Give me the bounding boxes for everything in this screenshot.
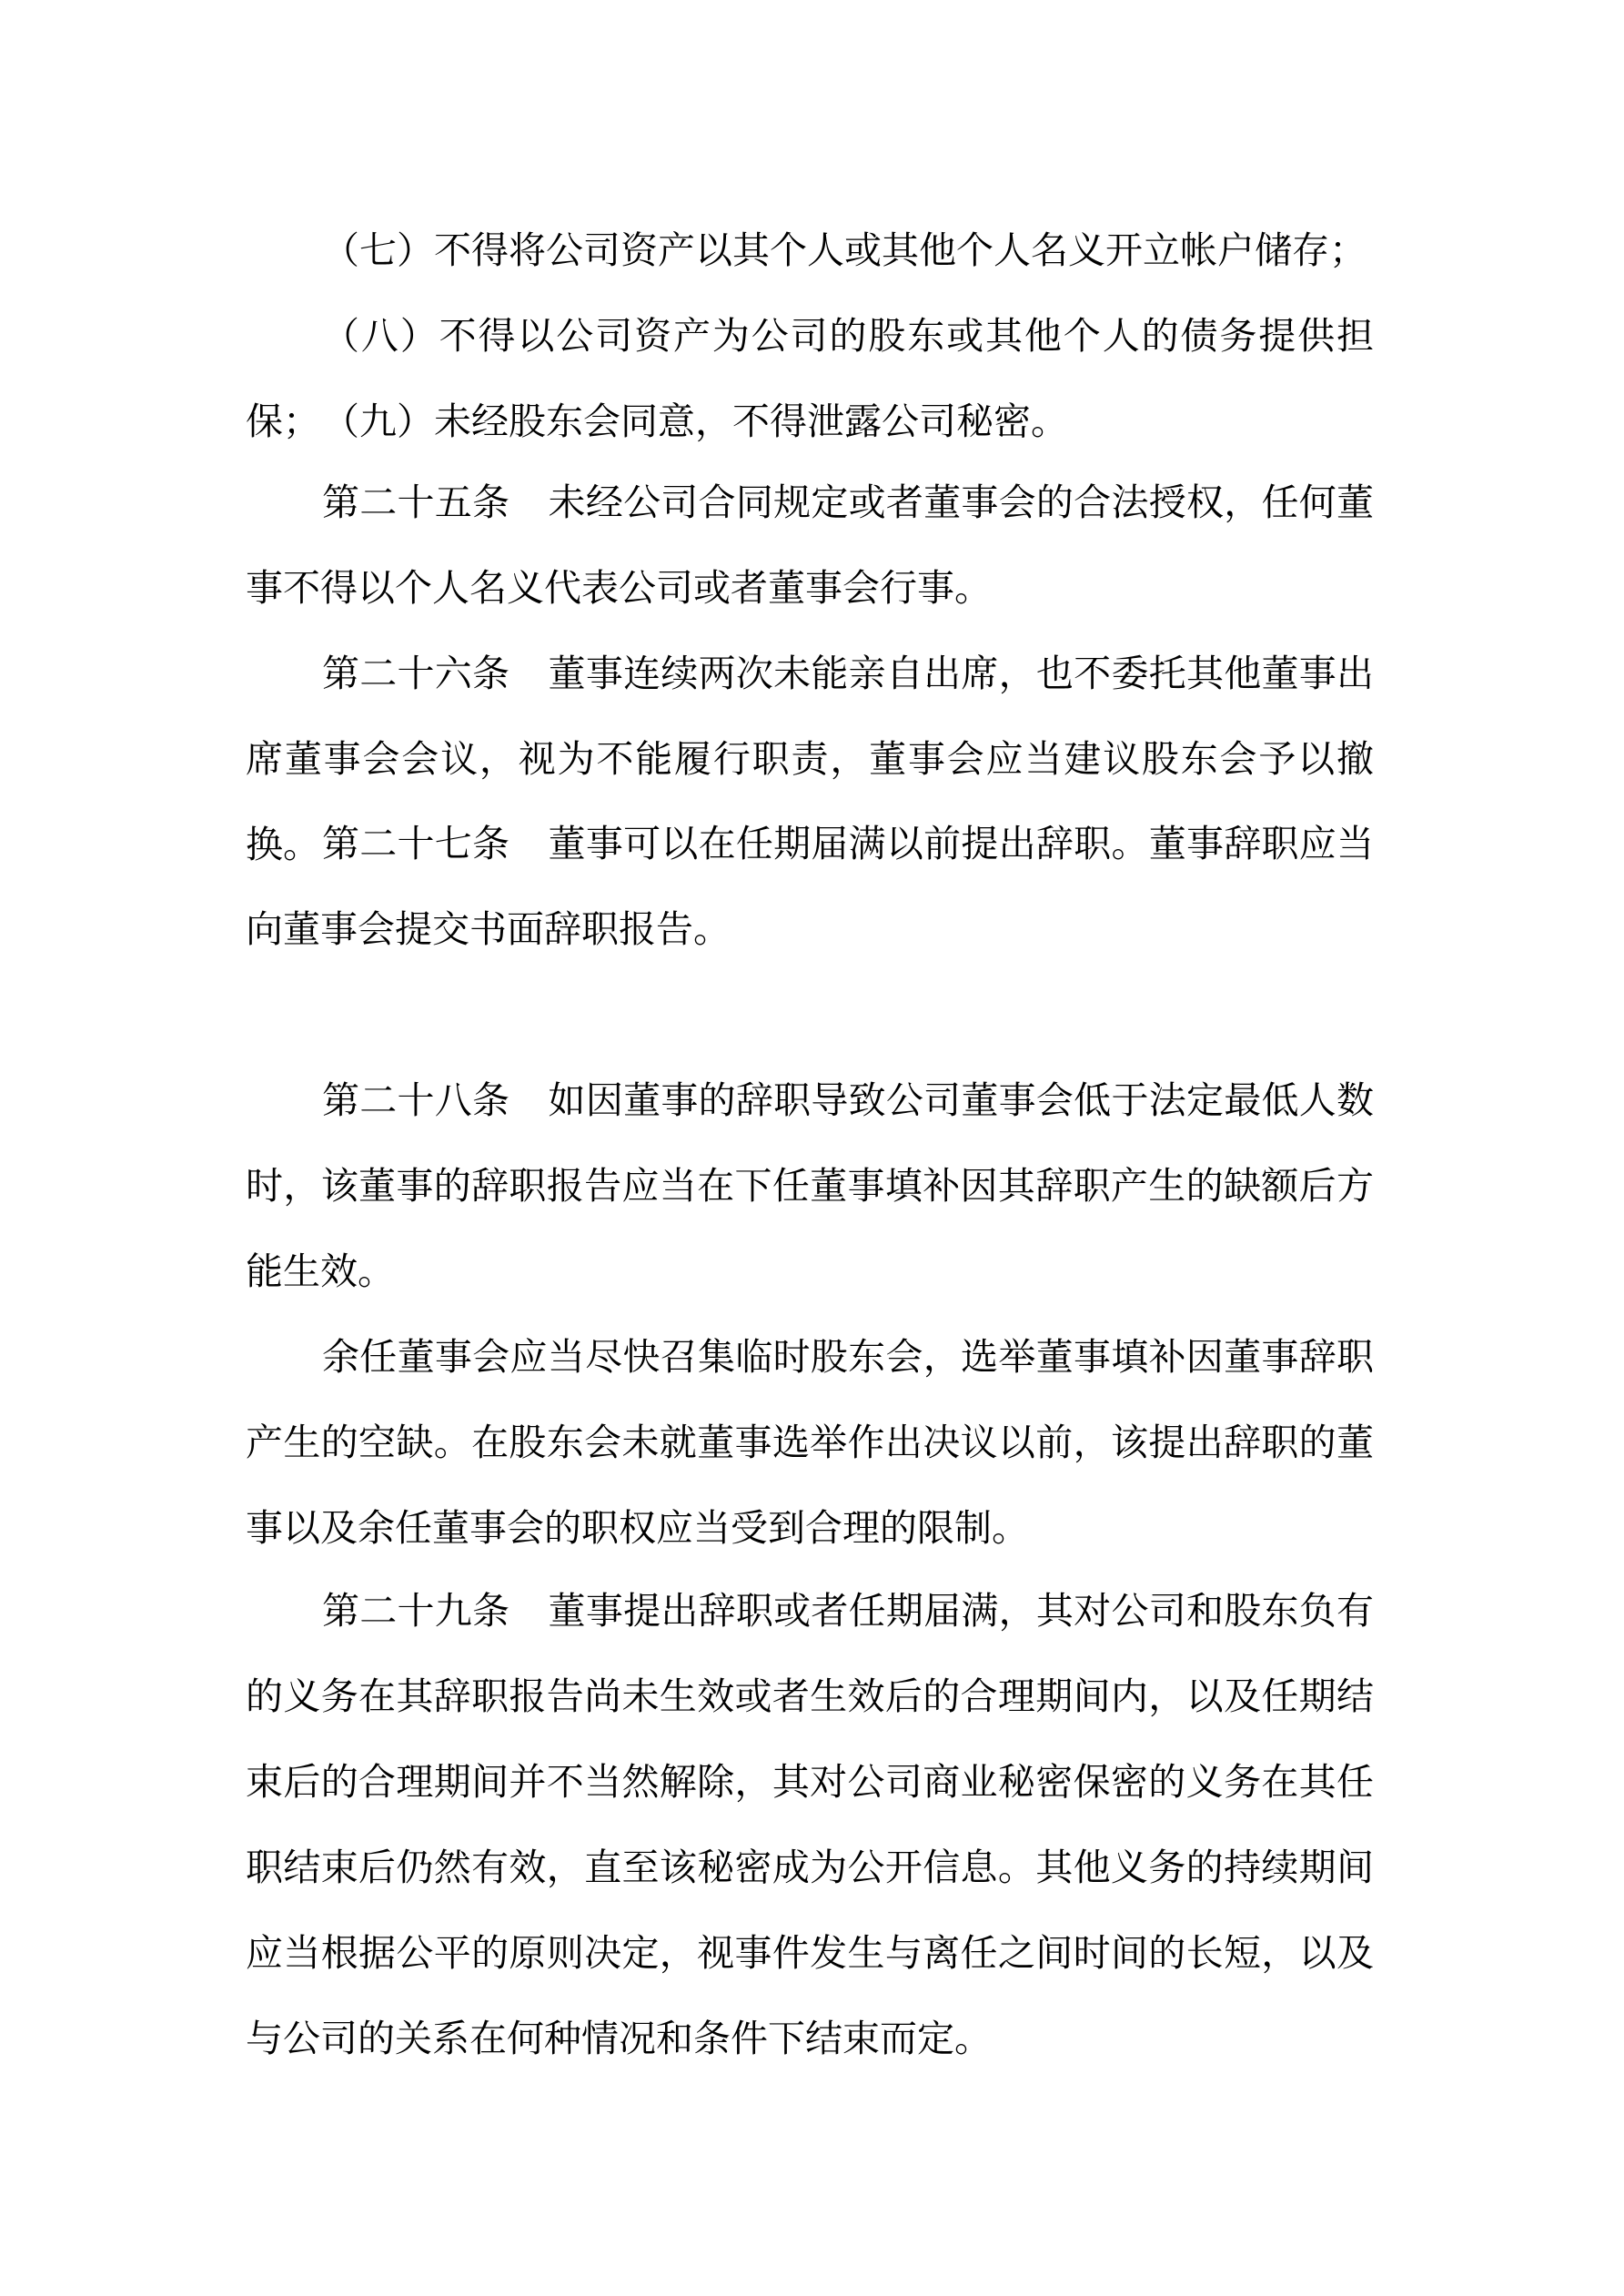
article-text: 董事提出辞职或者任期届满，其对公司和股东负有的义务在其辞职报告尚未生效或者生效后的合理期间内，以及任期结束后的合理期间并不当然解除，其对公司商业秘密保密的义务在其任职结束后仍然有效，直至该秘密成为公开信息。其他义务的持续期间应当根据公平的原则决定，视事件发生与离任之间时间的长短，以及与公司的关系在何种情况和条件下结束而定。 xyxy=(246,1589,1374,2060)
article-text: 董事连续两次未能亲自出席，也不委托其他董事出席董事会会议，视为不能履行职责，董事会应当建议股东会予以撤换。 xyxy=(246,652,1374,866)
paragraph-remaining-board xyxy=(246,1314,1374,1571)
article-27 xyxy=(246,801,1374,972)
paragraph-text: （八）不得以公司资产为公司的股东或其他个人的债务提供担保； xyxy=(246,314,1374,443)
article-text: 未经公司合同规定或者董事会的合法授权，任何董事不得以个人名义代表公司或者董事会行事。 xyxy=(246,480,1374,610)
article-number: 第二十八条 xyxy=(322,1078,510,1122)
article-text: 董事可以在任期届满以前提出辞职。董事辞职应当向董事会提交书面辞职报告。 xyxy=(246,822,1374,951)
article-28 xyxy=(246,1057,1374,1314)
article-number: 第二十六条 xyxy=(322,652,510,695)
article-25 xyxy=(246,460,1374,631)
paragraph-text: 余任董事会应当尽快召集临时股东会，选举董事填补因董事辞职产生的空缺。在股东会未就董事选举作出决议以前，该提出辞职的董事以及余任董事会的职权应当受到合理的限制。 xyxy=(246,1335,1374,1550)
paragraph-text: （九）未经股东会同意，不得泄露公司秘密。 xyxy=(322,400,1068,443)
paragraph-item-7 xyxy=(246,207,1374,293)
article-29 xyxy=(246,1568,1374,2081)
paragraph-text: （七）不得将公司资产以其个人或其他个人名义开立帐户储存； xyxy=(322,228,1367,272)
article-text: 如因董事的辞职导致公司董事会低于法定最低人数时，该董事的辞职报告应当在下任董事填补因其辞职产生的缺额后方能生效。 xyxy=(246,1078,1374,1293)
article-number: 第二十九条 xyxy=(322,1589,510,1633)
article-number: 第二十五条 xyxy=(322,480,510,524)
paragraph-item-9 xyxy=(246,379,1374,464)
article-number: 第二十七条 xyxy=(322,822,510,865)
